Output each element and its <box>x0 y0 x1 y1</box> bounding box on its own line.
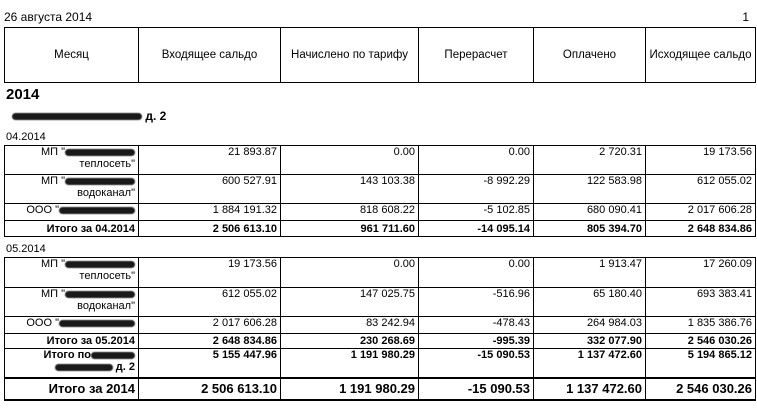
cell-recalc: -478.43 <box>419 317 534 334</box>
address-total-row <box>5 349 756 378</box>
cell-opening: 612 055.02 <box>139 288 281 317</box>
cell-recalc: -8 992.29 <box>419 175 534 204</box>
cell-charged: 1 191 980.29 <box>281 349 419 378</box>
cell-charged: 1 191 980.29 <box>281 378 419 400</box>
cell-charged: 961 711.60 <box>281 221 419 237</box>
cell-charged: 0.00 <box>281 258 419 288</box>
period-table-05 <box>4 257 756 401</box>
redacted-name <box>65 178 135 185</box>
cell-opening: 19 173.56 <box>139 258 281 288</box>
table-row <box>5 146 756 175</box>
address-heading: д. 2 <box>12 109 166 123</box>
cell-closing: 17 260.09 <box>646 258 756 288</box>
col-opening-balance: Входящее сальдо <box>139 28 281 83</box>
col-month: Месяц <box>5 28 139 83</box>
cell-closing: 1 835 386.76 <box>646 317 756 334</box>
table-row <box>5 258 756 288</box>
redacted-name <box>65 149 135 156</box>
cell-paid: 1 137 472.60 <box>534 378 646 400</box>
provider-name: МП " водоканал" <box>5 288 139 317</box>
redacted-name <box>59 320 135 327</box>
cell-paid: 805 394.70 <box>534 221 646 237</box>
cell-closing: 693 383.41 <box>646 288 756 317</box>
table-row <box>5 288 756 317</box>
period-total-row <box>5 334 756 349</box>
cell-opening: 2 506 613.10 <box>139 221 281 237</box>
cell-paid: 2 720.31 <box>534 146 646 175</box>
cell-paid: 264 984.03 <box>534 317 646 334</box>
cell-recalc: 0.00 <box>419 146 534 175</box>
cell-paid: 1 137 472.60 <box>534 349 646 378</box>
cell-paid: 1 913.47 <box>534 258 646 288</box>
period-label: 05.2014 <box>6 243 46 255</box>
total-label: Итого за 05.2014 <box>5 334 139 349</box>
cell-recalc: 0.00 <box>419 258 534 288</box>
cell-paid: 332 077.90 <box>534 334 646 349</box>
cell-recalc: -15 090.53 <box>419 349 534 378</box>
total-label: Итого за 04.2014 <box>5 221 139 237</box>
cell-closing: 2 546 030.26 <box>646 378 756 400</box>
table-row <box>5 175 756 204</box>
cell-opening: 2 017 606.28 <box>139 317 281 334</box>
cell-opening: 21 893.87 <box>139 146 281 175</box>
col-paid: Оплачено <box>534 28 646 83</box>
cell-recalc: -14 095.14 <box>419 221 534 237</box>
column-header-table <box>4 27 756 83</box>
address-total-label: Итого по д. 2 <box>5 349 139 378</box>
cell-charged: 143 103.38 <box>281 175 419 204</box>
cell-charged: 147 025.75 <box>281 288 419 317</box>
table-row <box>5 204 756 221</box>
year-total-label: Итого за 2014 <box>5 378 139 400</box>
cell-charged: 230 268.69 <box>281 334 419 349</box>
cell-paid: 122 583.98 <box>534 175 646 204</box>
cell-recalc: -15 090.53 <box>419 378 534 400</box>
provider-name: МП " теплосеть" <box>5 258 139 288</box>
cell-charged: 83 242.94 <box>281 317 419 334</box>
redacted-name <box>65 261 135 268</box>
cell-closing: 612 055.02 <box>646 175 756 204</box>
cell-paid: 680 090.41 <box>534 204 646 221</box>
table-row <box>5 317 756 334</box>
redacted-street <box>12 113 142 120</box>
period-label: 04.2014 <box>6 131 46 143</box>
col-charged: Начислено по тарифу <box>281 28 419 83</box>
cell-recalc: -995.39 <box>419 334 534 349</box>
col-closing-balance: Исходящее сальдо <box>646 28 756 83</box>
cell-recalc: -516.96 <box>419 288 534 317</box>
cell-paid: 65 180.40 <box>534 288 646 317</box>
provider-name: ООО " <box>5 204 139 221</box>
period-total-row <box>5 221 756 237</box>
page-number: 1 <box>742 10 749 24</box>
cell-recalc: -5 102.85 <box>419 204 534 221</box>
report-date: 26 августа 2014 <box>4 10 93 24</box>
cell-charged: 0.00 <box>281 146 419 175</box>
col-recalculation: Перерасчет <box>419 28 534 83</box>
cell-opening: 2 506 613.10 <box>139 378 281 400</box>
redacted-name <box>65 291 135 298</box>
cell-opening: 1 884 191.32 <box>139 204 281 221</box>
cell-closing: 2 546 030.26 <box>646 334 756 349</box>
cell-opening: 2 648 834.86 <box>139 334 281 349</box>
redacted-street <box>55 364 113 371</box>
redacted-name <box>59 207 135 214</box>
year-total-row <box>5 378 756 400</box>
provider-name: МП " теплосеть" <box>5 146 139 175</box>
cell-closing: 2 017 606.28 <box>646 204 756 221</box>
redacted-name <box>91 352 135 359</box>
period-table-04 <box>4 145 756 237</box>
provider-name: МП " водоканал" <box>5 175 139 204</box>
cell-opening: 600 527.91 <box>139 175 281 204</box>
year-heading: 2014 <box>6 86 40 103</box>
cell-closing: 5 194 865.12 <box>646 349 756 378</box>
provider-name: ООО " <box>5 317 139 334</box>
cell-opening: 5 155 447.96 <box>139 349 281 378</box>
cell-charged: 818 608.22 <box>281 204 419 221</box>
cell-closing: 2 648 834.86 <box>646 221 756 237</box>
cell-closing: 19 173.56 <box>646 146 756 175</box>
